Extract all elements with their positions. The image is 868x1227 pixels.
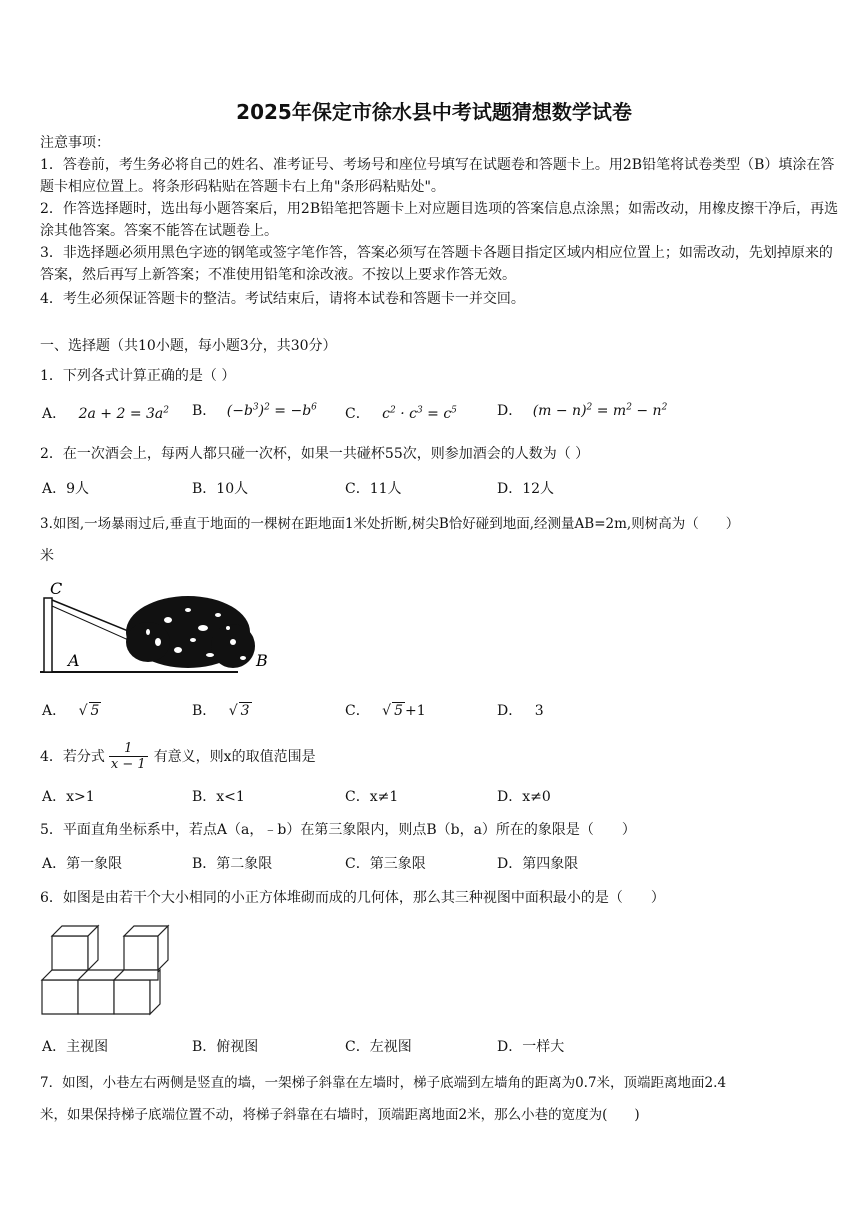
q2-option-a: A．9人	[42, 481, 90, 497]
q1-option-b: B． $(-b^3)^2 = -b^6$	[192, 402, 317, 419]
q3-option-d	[497, 700, 544, 720]
notice-heading: 注意事项：	[40, 135, 110, 151]
q1-stem: 1．下列各式计算正确的是（ ）	[40, 368, 236, 384]
q2-option-d: D．12人	[497, 481, 555, 497]
q6-option-b: B．俯视图	[192, 1039, 259, 1055]
q3-label-option-a: A．	[42, 703, 67, 719]
q3-value-b: 3	[240, 703, 250, 719]
q3-value-d: 3	[534, 703, 544, 719]
q4-frac-den: x − 1	[110, 756, 146, 772]
q3-label-option-b: B．	[192, 703, 217, 719]
q3-label-a: A	[68, 651, 80, 670]
q5-option-b: B．第二象限	[192, 856, 273, 872]
q3-option-c: C． √ 5 +1	[345, 703, 426, 719]
q3-value-c: 5	[394, 703, 404, 719]
q3-value-c-plus: +1	[405, 703, 426, 719]
q4-fraction	[109, 741, 148, 772]
q3-stem-line1: 3.如图,一场暴雨过后,垂直于地面的一棵树在距地面1米处折断,树尖B恰好碰到地面,经测量AB=2m,则树高为（ ）	[40, 516, 740, 532]
q2-option-b: B．10人	[192, 481, 249, 497]
q1-label-b: B．	[192, 403, 217, 419]
q5-stem: 5．平面直角坐标系中，若点A（a，﹣b）在第三象限内，则点B（b，a）所在的象限是（ ）	[40, 822, 636, 838]
q4-frac-num: 1	[109, 741, 148, 757]
q1-label-c: C．	[345, 406, 370, 422]
q1-option-d: D． $(m - n)^2 = m^2 - n^2$	[497, 402, 668, 419]
q7-stem-line1: 7．如图，小巷左右两侧是竖直的墙，一架梯子斜靠在左墙时，梯子底端到左墙角的距离为0.7米，顶端距离地面2.4	[40, 1075, 727, 1091]
q1-option-a: A． $2a + 2 = 3a^2$	[42, 405, 169, 422]
q3-broken-tree-figure	[38, 580, 278, 680]
q5-option-a: A．第一象限	[42, 856, 123, 872]
notice-item-3: 3．非选择题必须用黑色字迹的钢笔或签字笔作答，答案必须写在答题卡各题目指定区域内相应位置上；如需改动，先划掉原来的答案，然后再写上新答案；不准使用铅笔和涂改液。不按以上要求作答无效。	[40, 245, 833, 283]
q4-stem-suffix: 有意义，则x的取值范围是	[153, 749, 316, 765]
q4-stem	[40, 736, 316, 776]
notice-item-4: 4．考生必须保证答题卡的整洁。考试结束后，请将本试卷和答题卡一并交回。	[40, 291, 525, 307]
q3-label-option-c: C．	[345, 703, 370, 719]
q6-cube-stack-figure	[40, 922, 170, 1017]
q1-option-c: C． $c^2 \cdot c^3 = c^5$	[345, 405, 457, 422]
q1-label-a: A．	[42, 406, 67, 422]
q4-option-d: D．x≠0	[497, 789, 551, 805]
q5-option-d: D．第四象限	[497, 856, 579, 872]
q6-stem: 6．如图是由若干个大小相同的小正方体堆砌而成的几何体，那么其三种视图中面积最小的是（ ）	[40, 890, 665, 906]
q1-label-d: D．	[497, 403, 523, 419]
q2-option-c: C．11人	[345, 481, 402, 497]
q4-option-c: C．x≠1	[345, 789, 399, 805]
q3-label-option-d: D．	[497, 703, 523, 719]
q3-value-a: 5	[90, 703, 100, 719]
q3-label-c: C	[50, 580, 63, 598]
section-heading: 一、选择题（共10小题，每小题3分，共30分）	[40, 338, 337, 354]
q6-option-a: A．主视图	[42, 1039, 109, 1055]
notice-item-2: 2．作答选择题时，选出每小题答案后，用2B铅笔把答题卡上对应题目选项的答案信息点涂黑；如需改动，用橡皮擦干净后，再选涂其他答案。答案不能答在试题卷上。	[40, 201, 839, 239]
q7-stem-line2: 米，如果保持梯子底端位置不动，将梯子斜靠在右墙时，顶端距离地面2米，那么小巷的宽度为( )	[40, 1107, 640, 1123]
q4-option-a: A．x>1	[42, 789, 95, 805]
q6-option-d: D．一样大	[497, 1039, 565, 1055]
q3-label-b: B	[256, 651, 268, 670]
q3-stem-line2: 米	[40, 548, 54, 564]
q3-option-a: A． √ 5	[42, 703, 100, 719]
q6-option-c: C．左视图	[345, 1039, 412, 1055]
notice-item-1: 1．答卷前，考生务必将自己的姓名、准考证号、考场号和座位号填写在试题卷和答题卡上。用2B铅笔将试卷类型（B）填涂在答题卡相应位置上。将条形码粘贴在答题卡右上角"条形码粘贴处"。	[40, 157, 835, 195]
q3-option-b: B． √ 3	[192, 703, 250, 719]
page-title: 2025年保定市徐水县中考试题猜想数学试卷	[236, 100, 632, 124]
q2-stem: 2．在一次酒会上，每两人都只碰一次杯，如果一共碰杯55次，则参加酒会的人数为（ ）	[40, 446, 590, 462]
q4-option-b: B．x<1	[192, 789, 245, 805]
q5-option-c: C．第三象限	[345, 856, 426, 872]
q4-stem-prefix: 4．若分式	[40, 749, 105, 765]
